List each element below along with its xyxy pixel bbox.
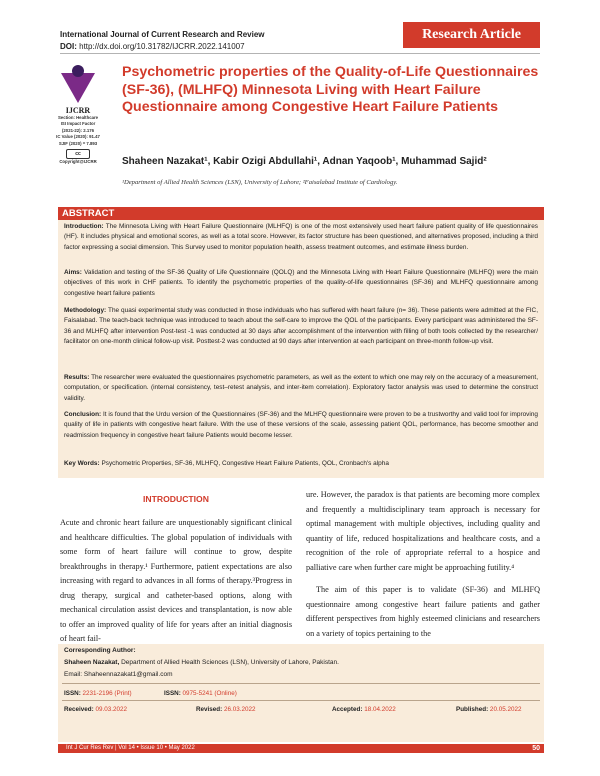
abstract-label: Results: <box>64 374 90 381</box>
logo-name: IJCRR <box>65 106 91 115</box>
copyright: Copyright@IJCRR <box>59 159 97 165</box>
issn-label: ISSN: <box>64 690 81 697</box>
date-value: 20.05.2022 <box>488 706 522 713</box>
date-value: 26.03.2022 <box>222 706 256 713</box>
date-label: Revised: <box>196 706 223 713</box>
date-revised <box>196 706 256 713</box>
article-type-badge: Research Article <box>403 22 540 48</box>
issn-label: ISSN: <box>164 690 181 697</box>
doi-link[interactable]: http://dx.doi.org/10.31782/IJCRR.2022.141007 <box>79 42 245 51</box>
date-published <box>456 706 521 713</box>
body-paragraph: ure. However, the paradox is that patients are becoming more complex and frequently a multidisciplinary team approach is necessary for optimal management with multiple objectives, including quality and quantity of life, reduced hospitalizations and healthcare costs, and a recognition of the role of appropriate referral to a hospice and palliative care when further care might be approaching futility.⁴ <box>306 490 540 572</box>
logo-meta-line: SJIF (2020) = 7.893 <box>58 140 98 146</box>
date-label: Published: <box>456 706 489 713</box>
affiliation: ¹Department of Allied Health Sciences (LSN), University of Lahore; ²Faisalabad Institute of Cardiology. <box>122 179 398 186</box>
abstract-label: Aims: <box>64 269 82 276</box>
cc-license-icon: cc <box>66 149 90 159</box>
date-received <box>64 706 127 713</box>
corresponding-name: Shaheen Nazakat, <box>64 659 120 666</box>
abstract-text: Validation and testing of the SF-36 Quality of Life Questionnaire (QOLQ) and the Minnesota Living with Heart Failure Questionnaire (MLHFQ) were the main objectives of this work in CHF patients. To identify the psychometric properties of the quality-of-life questionnaires (SF-36) and MLHFQ questionnaire among congestive heart failure patients <box>64 269 538 297</box>
abstract-conclusion <box>64 410 538 441</box>
header-divider <box>60 53 540 54</box>
introduction-heading: INTRODUCTION <box>143 494 209 504</box>
logo-meta-line: Section: Healthcare <box>57 115 99 120</box>
issn-print <box>64 690 132 697</box>
abstract-methodology <box>64 306 538 347</box>
logo-dot-icon <box>72 65 84 77</box>
corresponding-dept: Department of Allied Health Sciences (LSN), University of Lahore, Pakistan. <box>119 659 339 666</box>
issn-value: 2231-2196 (Print) <box>80 690 132 697</box>
divider <box>62 700 540 701</box>
date-label: Accepted: <box>332 706 363 713</box>
abstract-label: Conclusion: <box>64 411 102 418</box>
logo-meta-line: IC Value (2020): 91.47 <box>56 134 100 140</box>
journal-logo <box>56 73 100 165</box>
abstract-text: The Minnesota Living with Heart Failure Questionnaire (MLHFQ) is one of the most extensively used heart failure patient quality of life questionnaires (HF). It includes physical and emotional scores, as well as a total score. However, its factor structure has been questioned, and alternatives proposed, including a third factor expressing a social dimension. This Survey used to monitor population health, assess treatment outcomes, and estimate illness burden. <box>64 223 538 251</box>
corresponding-heading: Corresponding Author: <box>64 647 136 654</box>
logo-meta-line: (2021-22): 2.176 <box>61 127 94 133</box>
abstract-aims <box>64 268 538 299</box>
article-title: Psychometric properties of the Quality-of-Life Questionnaires (SF-36), (MLHFQ) Minnesota Living with Heart Failure Questionnaire among Congestive Heart Failure Patients <box>122 64 539 115</box>
issn-value: 0975-5241 (Online) <box>180 690 237 697</box>
abstract-text: Psychometric Properties, SF-36, MLHFQ, Congestive Heart Failure Patients, QOL, Cronbach's alpha <box>99 460 389 467</box>
body-paragraph: The aim of this paper is to validate (SF-36) and MLHFQ questionnaire among congestive heart failure patients and gather different perspectives from highly esteemed clinicians and researchers on a variety of topics pertaining to the <box>306 585 540 638</box>
page-number: 50 <box>532 745 540 752</box>
abstract-text: The researcher were evaluated the questionnaires psychometric parameters, as well as the extent to which one may rely on the accuracy of a measurement, computation, or specification. (internal consistency, test–retest analysis, and inter-item correlation). Exploratory factor analysis was used to determine the construct validity. <box>64 374 538 402</box>
abstract-label: Methodology: <box>64 307 107 314</box>
date-accepted <box>332 706 396 713</box>
doi-line <box>60 42 245 51</box>
abstract-introduction <box>64 222 538 253</box>
abstract-keywords <box>64 459 538 469</box>
abstract-text: It is found that the Urdu version of the Questionnaires (SF-36) and the MLHFQ questionnaire were proven to be a trustworthy and valid tool for improving quality of life in patients with congestive heart failure. With the use of these versions of the scale, assessing patient QOL, performance, has become smoother and readmission frequency in congestive heart failure Patients would become lesser. <box>64 411 538 439</box>
journal-name: International Journal of Current Research and Review <box>60 30 265 39</box>
date-value: 09.03.2022 <box>93 706 128 713</box>
abstract-results <box>64 373 538 404</box>
corresponding-email[interactable]: Email: Shaheennazakat1@gmail.com <box>64 671 173 678</box>
issn-online <box>164 690 237 697</box>
logo-meta <box>56 115 100 147</box>
date-label: Received: <box>64 706 94 713</box>
body-column-right <box>306 488 540 641</box>
page-footer <box>58 744 544 753</box>
author-list: Shaheen Nazakat¹, Kabir Ozigi Abdullahi¹, Adnan Yaqoob¹, Muhammad Sajid² <box>122 156 487 167</box>
abstract-label: Key Words: <box>64 460 100 467</box>
footer-citation: Int J Cur Res Rev | Vol 14 • Issue 10 • May 2022 <box>66 745 195 751</box>
abstract-text: The quasi experimental study was conducted in those individuals who has suffered with heart failure (n= 36). These patients were admitted at the FIC, Faisalabad. The teach-back technique was introduced to teach about the self-care to improve the QOL of the participants. Every participant was administered the SF-36 and MLHFQ after intervention Post-test -1 was conducted at 30 days after accomplishment of the intervention with filling of both tools collected by the researcher/ facilitator on one-month clinical follow-up visit. Posttest-2 was conducted at 90 days after intervention at each participant on three-month follow-up visit. <box>64 307 538 345</box>
abstract-label: Introduction: <box>64 223 104 230</box>
corresponding-name-line <box>64 659 339 666</box>
date-value: 18.04.2022 <box>362 706 396 713</box>
body-column-left: Acute and chronic heart failure are unquestionably significant clinical and healthcare difficulties. The global population of individuals with some form of heart failure will continue to grow, despite breakthroughs in therapy.¹ Furthermore, patient expectations are also increasing with regard to advances in all forms of therapy.³Progress in drug therapy, surgical and catheter-based options, along with mechanical circulation assist devices and transplantation, is now able to offer an improved quality of life for years after an initial diagnosis of heart fail- <box>60 518 292 643</box>
doi-label: DOI: <box>60 42 77 51</box>
logo-meta-line: ISI Impact Factor <box>60 121 96 127</box>
logo-triangle-icon <box>61 73 95 103</box>
abstract-heading: ABSTRACT <box>58 207 544 220</box>
divider <box>62 683 540 684</box>
